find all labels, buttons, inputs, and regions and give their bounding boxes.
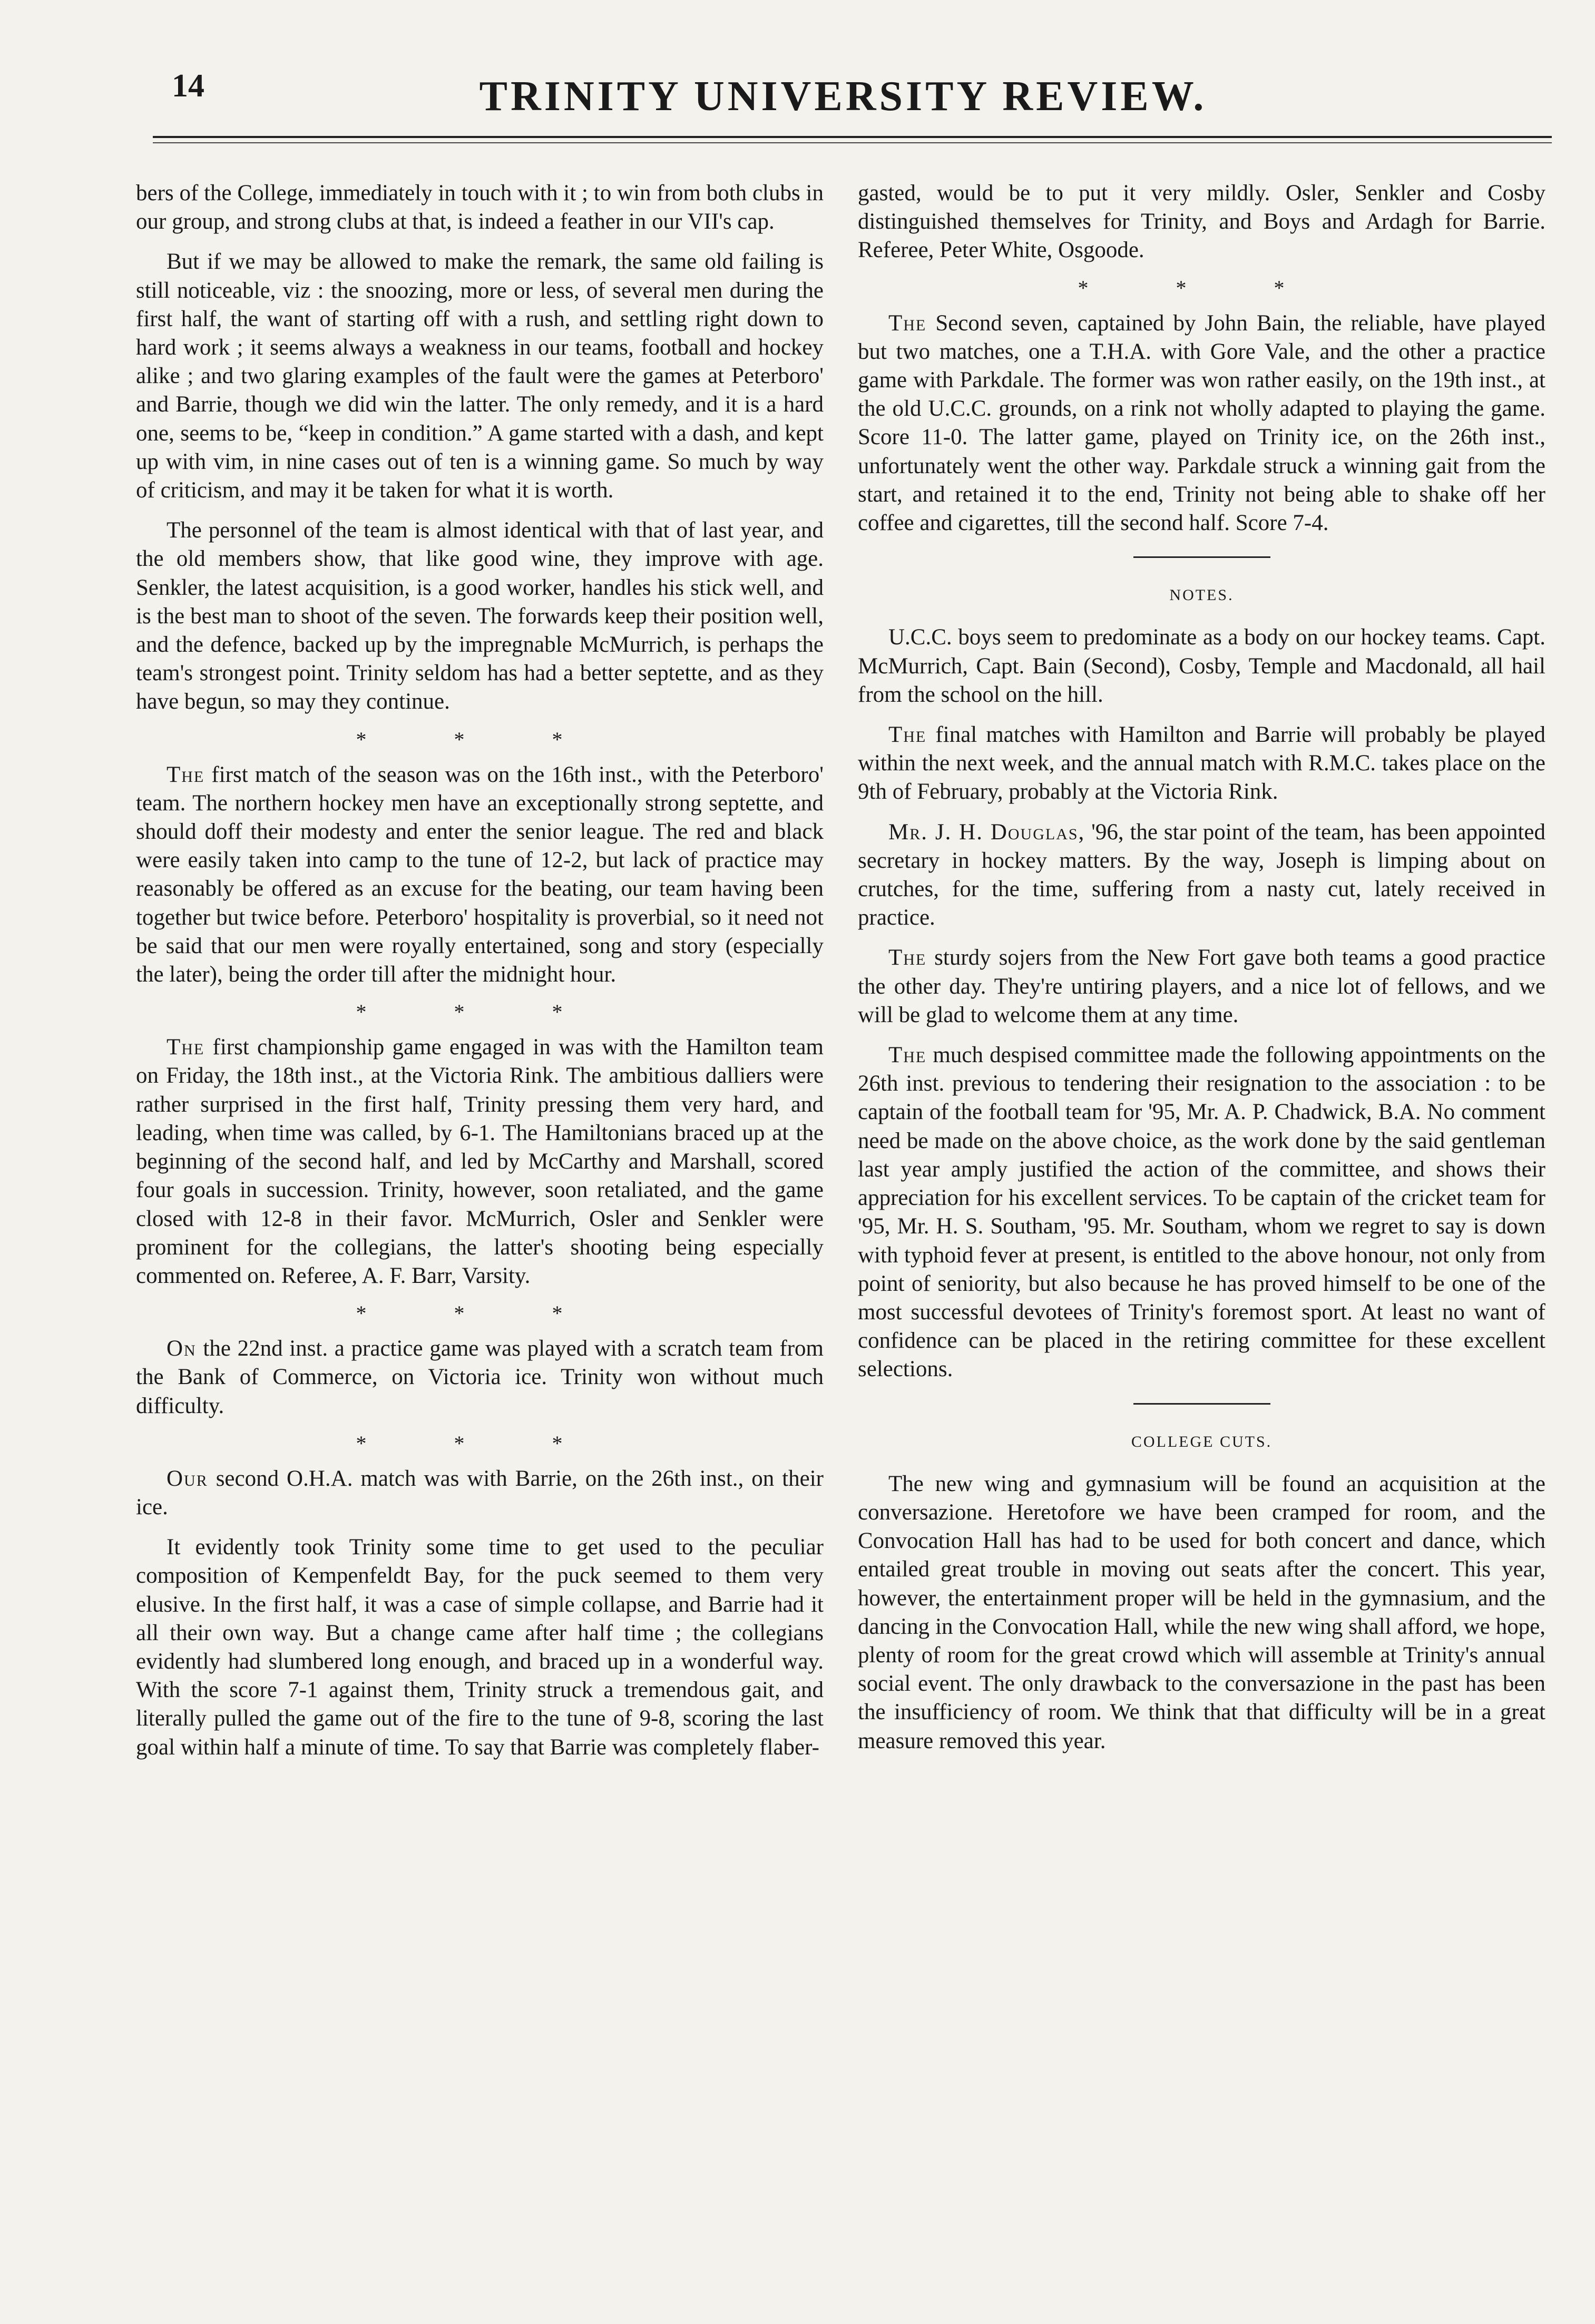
paragraph bbox=[858, 944, 1545, 1029]
paragraph: The new wing and gymnasium will be found an acquisition at the conversazione. Heretofore we have been cramped for room, and the Convocation Hall has had to be used for both concert and dance, which entailed great trouble in moving out seats after the concert. This year, however, the entertainment proper will be held in the gymnasium, and the dancing in the Convocation Hall, while the new wing shall afford, we hope, plenty of room for the great crowd which will assemble at Trinity's annual social event. The only drawback to the conversazione in the past has been the insufficiency of room. We think that that difficulty will be in a great measure removed this year. bbox=[858, 1471, 1545, 1753]
section-separator bbox=[1133, 556, 1270, 558]
lead-word: The bbox=[888, 945, 927, 970]
header-rule-thin bbox=[153, 142, 1552, 143]
lead-word: The bbox=[167, 1035, 205, 1060]
paragraph bbox=[858, 1041, 1545, 1384]
paragraph: gasted, would be to put it very mildly. Osler, Senkler and Cosby distinguished themselves for Trinity, and Boys and Ardagh for Barrie. Referee, Peter White, Osgoode. bbox=[858, 181, 1545, 263]
lead-word: The bbox=[167, 762, 205, 787]
paragraph-text: much despised committee made the following appointments on the 26th inst. previous to tendering their resignation to the association : to be captain of the football team for '95, Mr. A. P. Chadwick, B.A. No comment need be made on the above choice, as the work done by the said gentleman last year amply justified the action of the committee, and shows their appreciation for his excellent services. To be captain of the cricket team for '95, Mr. H. S. Southam, '95. Mr. Southam, whom we regret to say is down with typhoid fever at present, is entitled to the above honour, not only from point of seniority, but also because he has proved himself to be one of the most successful devotees of Trinity's foremost sport. At least no want of confidence can be placed in the retiring committee for these excellent selections. bbox=[858, 1043, 1545, 1382]
header-rule bbox=[153, 136, 1552, 138]
journal-title: TRINITY UNIVERSITY REVIEW. bbox=[479, 73, 1207, 120]
paragraph-text: the 22nd inst. a practice game was played with a scratch team from the Bank of Commerce, on Victoria ice. Trinity won without much difficulty. bbox=[136, 1336, 824, 1418]
section-separator bbox=[1133, 1403, 1270, 1405]
section-divider-stars: * * * bbox=[1078, 276, 1326, 300]
college-cuts-heading: COLLEGE CUTS. bbox=[1131, 1433, 1273, 1450]
paragraph bbox=[136, 1033, 824, 1290]
lead-word: Our bbox=[167, 1466, 208, 1491]
paragraph: The personnel of the team is almost identical with that of last year, and the old members show, that like good wine, they improve with age. Senkler, the latest acquisition, is a good worker, handles his stick well, and is the best man to shoot of the seven. The forwards keep their position well, and the defence, backed up by the impregnable McMurrich, is perhaps the team's strongest point. Trinity seldom has had a better septette, and as they have begun, so may they continue. bbox=[136, 518, 824, 714]
paragraph-text: first championship game engaged in was with the Hamilton team on Friday, the 18th inst., at the Victoria Rink. The ambitious dalliers were rather surprised in the first half, Trinity pressing them very hard, and leading, when time was called, by 6-1. The Hamiltonians braced up at the beginning of the second half, and led by McCarthy and Marshall, scored four goals in succession. Trinity, however, soon retaliated, and the game closed with 12-8 in their favor. McMurrich, Osler and Senkler were prominent for the collegians, the latter's shooting being especially commented on. Referee, A. F. Barr, Varsity. bbox=[136, 1035, 824, 1288]
paragraph: But if we may be allowed to make the remark, the same old failing is still noticeable, viz : the snoozing, more or less, of several men during the first half, the want of starting off with a rush, and settling right down to hard work ; it seems always a weakness in our teams, football and hockey alike ; and two glaring examples of the fault were the games at Peterboro' and Barrie, though we did win the latter. The only remedy, and it is a hard one, seems to be, “keep in condition.” A game started with a dash, and kept up with vim, in nine cases out of ten is a winning game. So much by way of criticism, and may it be taken for what it is worth. bbox=[136, 249, 824, 503]
paragraph-text: sturdy sojers from the New Fort gave both teams a good practice the other day. They're untiring players, and a nice lot of fellows, and we will be glad to welcome them at any time. bbox=[858, 945, 1545, 1027]
notes-heading: NOTES. bbox=[1169, 586, 1234, 604]
paragraph bbox=[136, 1465, 824, 1522]
lead-word: Mr. J. H. Douglas, bbox=[888, 819, 1085, 845]
paragraph-text: final matches with Hamilton and Barrie will probably be played within the next week, and the annual match with R.M.C. takes place on the 9th of February, probably at the Victoria Rink. bbox=[858, 722, 1545, 805]
paragraph bbox=[858, 309, 1545, 538]
paragraph: It evidently took Trinity some time to get used to the peculiar composition of Kempenfeldt Bay, for the puck seemed to them very elusive. In the first half, it was a case of simple collapse, and Barrie had it all their own way. But a change came after half time ; the collegians evidently had slumbered long enough, and braced up in a wonderful way. With the score 7-1 against them, Trinity struck a tremendous gait, and literally pulled the game out of the fire to the tune of 9-8, scoring the last goal within half a minute of time. To say that Barrie was completely flaber- bbox=[136, 1535, 824, 1760]
paragraph-text: '96, the star point of the team, has been appointed secretary in hockey matters. By the way, Joseph is limping about on crutches, for the time, suffering from a nasty cut, lately received in practice. bbox=[858, 819, 1545, 930]
section-divider-stars: * * * bbox=[356, 727, 604, 751]
section-divider-stars: * * * bbox=[356, 1431, 604, 1455]
paragraph bbox=[858, 818, 1545, 933]
paragraph: bers of the College, immediately in touch with it ; to win from both clubs in our group, and strong clubs at that, is indeed a feather in our VII's cap. bbox=[136, 181, 824, 234]
left-column bbox=[136, 179, 824, 1773]
section-divider-stars: * * * bbox=[356, 1000, 604, 1024]
page-number: 14 bbox=[172, 68, 204, 104]
paragraph-text: second O.H.A. match was with Barrie, on the 26th inst., on their ice. bbox=[136, 1466, 824, 1519]
paragraph bbox=[858, 721, 1545, 807]
right-column bbox=[858, 179, 1545, 1767]
lead-word: The bbox=[888, 722, 927, 748]
lead-word: On bbox=[167, 1336, 197, 1361]
lead-word: The bbox=[888, 1043, 927, 1068]
paragraph bbox=[136, 761, 824, 989]
paragraph bbox=[136, 1335, 824, 1420]
paragraph-text: first match of the season was on the 16th inst., with the Peterboro' team. The northern hockey men have an exceptionally strong septette, and should doff their modesty and enter the senior league. The red and black were easily taken into camp to the tune of 12-2, but lack of practice may reasonably be offered as an excuse for the beating, our team having been together but twice before. Peterboro' hospitality is proverbial, so it need not be said that our men were royally entertained, song and story (especially the later), being the order till after the midnight hour. bbox=[136, 762, 824, 987]
lead-word: The bbox=[888, 310, 927, 336]
section-divider-stars: * * * bbox=[356, 1301, 604, 1326]
paragraph: U.C.C. boys seem to predominate as a body on our hockey teams. Capt. McMurrich, Capt. Bain (Second), Cosby, Temple and Macdonald, all hail from the school on the hill. bbox=[858, 625, 1545, 707]
paragraph-text: Second seven, captained by John Bain, the reliable, have played but two matches, one a T.H.A. with Gore Vale, and the other a practice game with Parkdale. The former was won rather easily, on the 19th inst., at the old U.C.C. grounds, on a rink not wholly adapted to playing the game. Score 11-0. The latter game, played on Trinity ice, on the 26th inst., unfortunately went the other way. Parkdale struck a winning gait from the start, and retained it to the end, Trinity not being able to shake off her coffee and cigarettes, till the second half. Score 7-4. bbox=[858, 310, 1545, 536]
